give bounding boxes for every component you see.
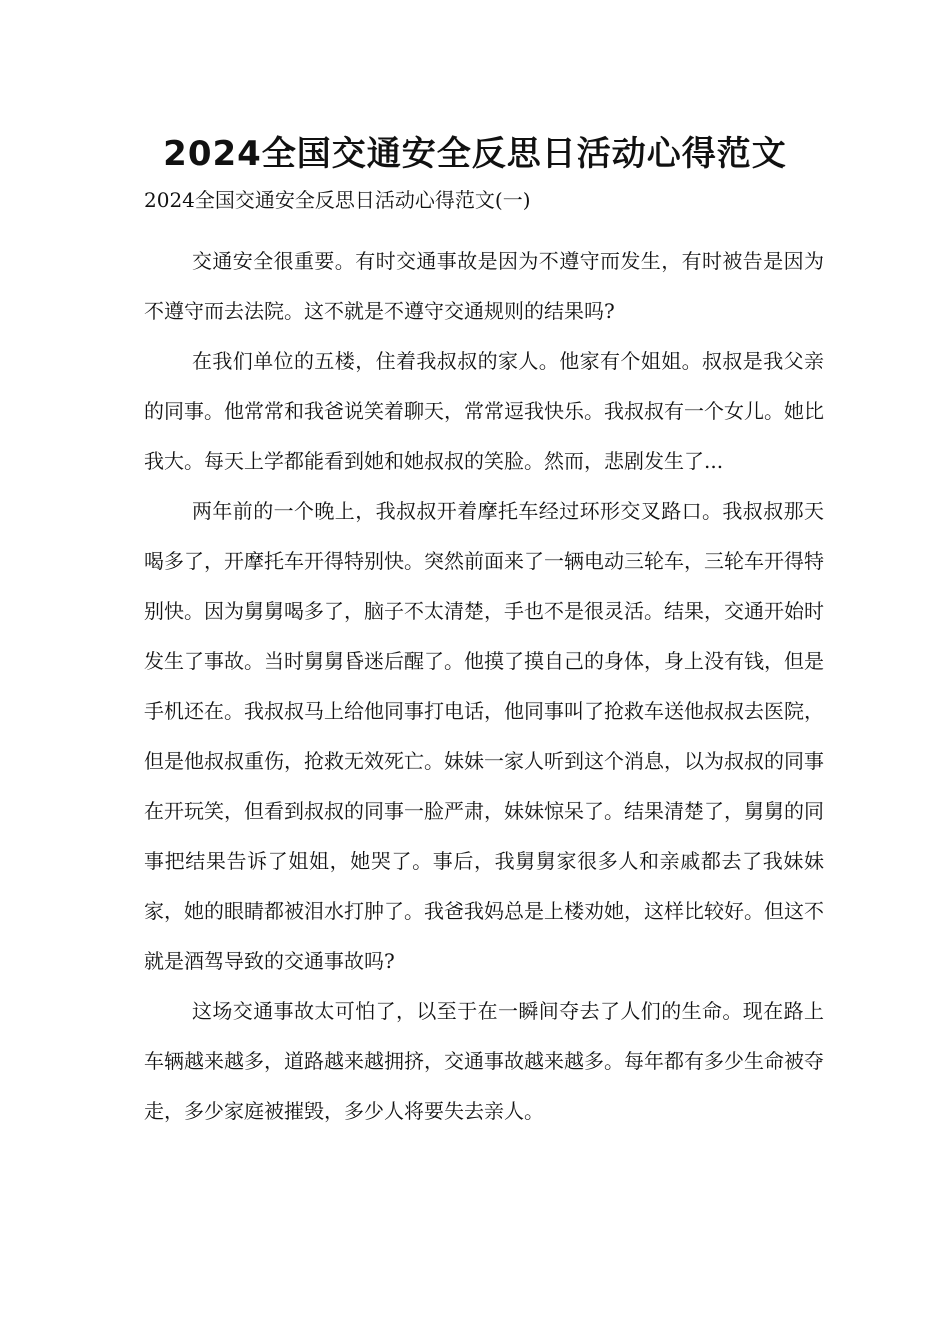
document-title: 2024全国交通安全反思日活动心得范文 bbox=[163, 134, 787, 174]
document-body bbox=[144, 184, 824, 1136]
paragraph: 这场交通事故太可怕了，以至于在一瞬间夺去了人们的生命。现在路上车辆越来越多，道路越来越拥挤，交通事故越来越多。每年都有多少生命被夺走，多少家庭被摧毁，多少人将要失去亲人。 bbox=[144, 999, 824, 1123]
paragraph: 两年前的一个晚上，我叔叔开着摩托车经过环形交叉路口。我叔叔那天喝多了，开摩托车开得特别快。突然前面来了一辆电动三轮车，三轮车开得特别快。因为舅舅喝多了，脑子不太清楚，手也不是很灵活。结果，交通开始时发生了事故。当时舅舅昏迷后醒了。他摸了摸自己的身体，身上没有钱，但是手机还在。我叔叔马上给他同事打电话，他同事叫了抢救车送他叔叔去医院，但是他叔叔重伤，抢救无效死亡。妹妹一家人听到这个消息，以为叔叔的同事在开玩笑，但看到叔叔的同事一脸严肃，妹妹惊呆了。结果清楚了，舅舅的同事把结果告诉了姐姐，她哭了。事后，我舅舅家很多人和亲戚都去了我妹妹家，她的眼睛都被泪水打肿了。我爸我妈总是上楼劝她，这样比较好。但这不就是酒驾导致的交通事故吗? bbox=[144, 499, 824, 973]
document-subtitle: 2024全国交通安全反思日活动心得范文(一) bbox=[144, 188, 531, 212]
paragraph: 交通安全很重要。有时交通事故是因为不遵守而发生，有时被告是因为不遵守而去法院。这不就是不遵守交通规则的结果吗? bbox=[144, 249, 824, 323]
paragraph: 在我们单位的五楼，住着我叔叔的家人。他家有个姐姐。叔叔是我父亲的同事。他常常和我爸说笑着聊天，常常逗我快乐。我叔叔有一个女儿。她比我大。每天上学都能看到她和她叔叔的笑脸。然而，悲剧发生了... bbox=[144, 349, 824, 473]
